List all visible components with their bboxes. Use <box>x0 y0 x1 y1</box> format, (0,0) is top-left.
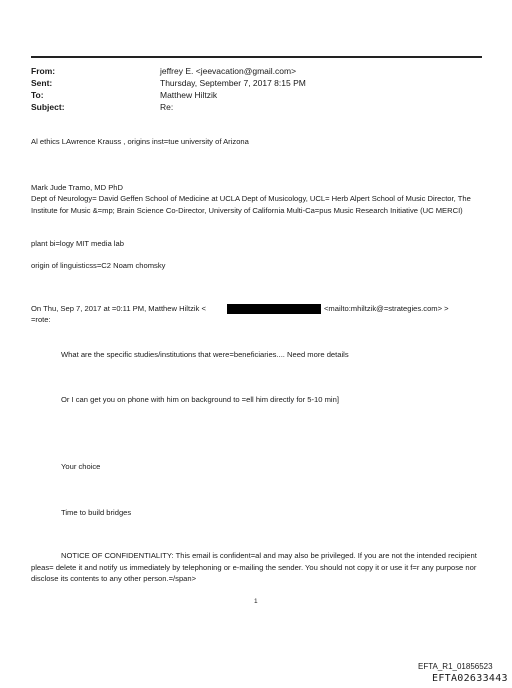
redaction-box <box>227 304 321 314</box>
sent-value: Thursday, September 7, 2017 8:15 PM <box>160 78 306 88</box>
tramo-description: Dept of Neurology= David Geffen School of Medicine at UCLA Dept of Musicology, UCL= Herb Alpert School of Music Director, The Institute for Music &=mp; Brain Science Co-Director, University of California Multi-Ca=pus Music Research Initiative (UC MERCI) <box>31 194 471 215</box>
subject-label: Subject: <box>31 102 65 112</box>
page-number: 1 <box>254 598 258 605</box>
quote-intro: On Thu, Sep 7, 2017 at =0:11 PM, Matthew Hiltzik < <box>31 304 206 313</box>
linguistics-line: origin of linguisticss=C2 Noam chomsky <box>31 261 166 270</box>
confidentiality-notice: NOTICE OF CONFIDENTIALITY: This email is confident=al and may also be privileged. If you are not the intended recipient pleas= delete it and notify us immediately by telephoning or e-mailing the sender. You should not copy it or use it f=r any purpose nor disclose its contents to any other person.=/span> <box>31 551 477 583</box>
subject-value: Re: <box>160 102 174 112</box>
bates-number-secondary: EFTA02633443 <box>432 673 508 684</box>
header-rule <box>31 56 482 58</box>
quote-intro-wrote: =rote: <box>31 315 51 324</box>
quoted-line-phone: Or I can get you on phone with him on background to =ell him directly for 5-10 min] <box>61 395 339 404</box>
tramo-name: Mark Jude Tramo, MD PhD <box>31 183 123 192</box>
bates-number-primary: EFTA_R1_01856523 <box>418 662 493 671</box>
body-line-ai-ethics: Al ethics LAwrence Krauss , origins inst=tue university of Arizona <box>31 137 249 146</box>
to-label: To: <box>31 90 44 100</box>
from-value: jeffrey E. <jeevacation@gmail.com> <box>160 66 297 76</box>
quoted-line-bridges: Time to build bridges <box>61 508 132 517</box>
quote-intro-email: <mailto:mhiltzik@=strategies.com> > <box>324 304 449 313</box>
quoted-line-studies: What are the specific studies/institutions that were=beneficiaries.... Need more details <box>61 350 349 359</box>
sent-label: Sent: <box>31 78 53 88</box>
quoted-line-choice: Your choice <box>61 462 101 471</box>
to-value: Matthew Hiltzik <box>160 90 218 100</box>
plant-biology-line: plant bi=logy MIT media lab <box>31 239 124 248</box>
from-label: From: <box>31 66 56 76</box>
